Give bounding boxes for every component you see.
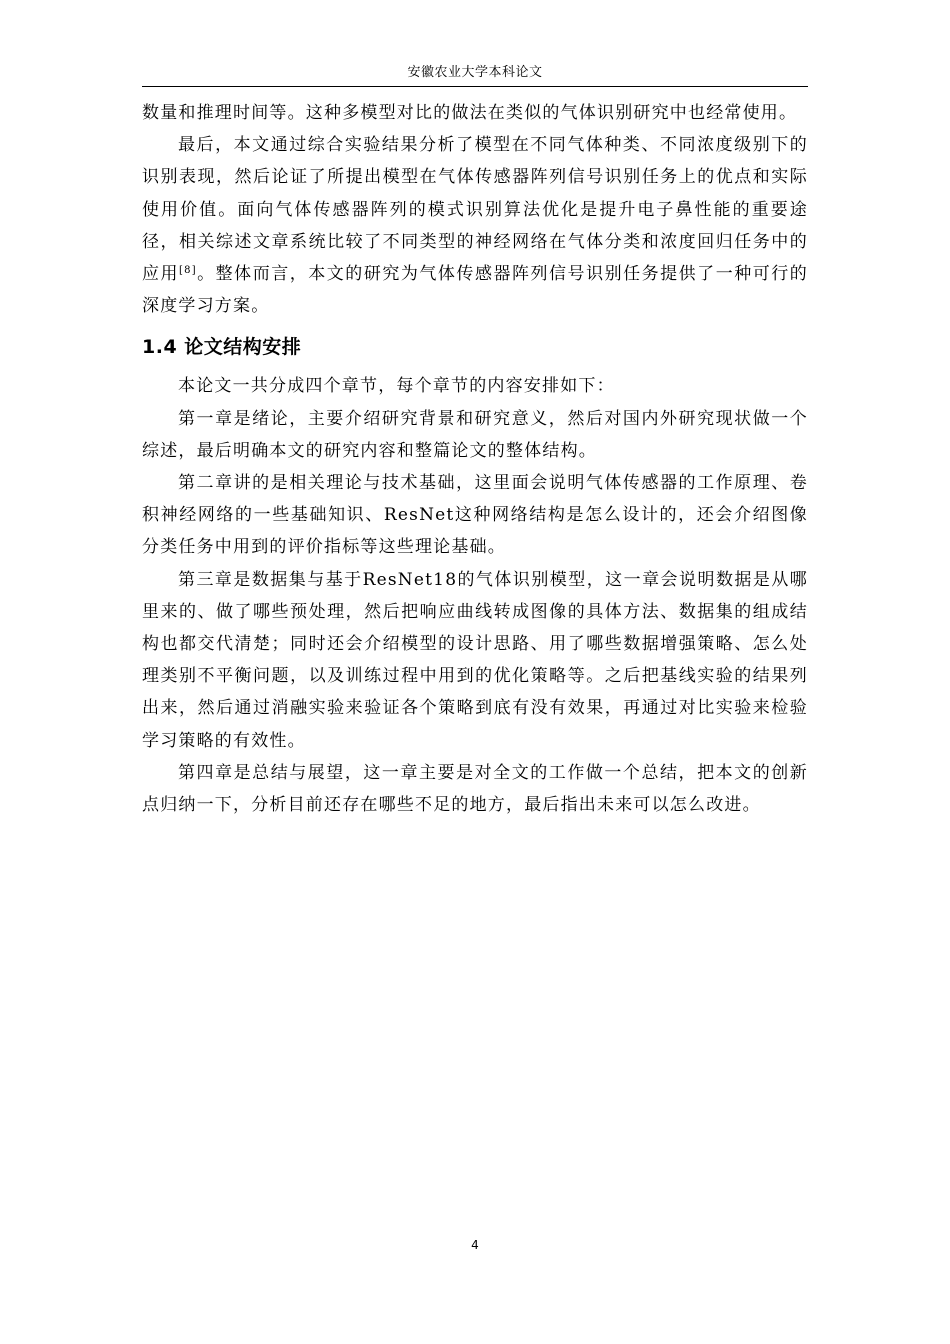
paragraph-intro: 本论文一共分成四个章节，每个章节的内容安排如下： <box>178 376 615 397</box>
section-heading: 1.4 论文结构安排 <box>142 336 302 359</box>
paragraph-chapter-4: 第四章是总结与展望，这一章主要是对全文的工作做一个总结，把本文的创新点归纳一下，分析目前还存在哪些不足的地方，最后指出未来可以怎么改进。 <box>142 762 808 816</box>
paragraph-summary-text: 最后，本文通过综合实验结果分析了模型在不同气体种类、不同浓度级别下的识别表现，然后论证了所提出模型在气体传感器阵列信号识别任务上的优点和实际使用价值。面向气体传感器阵列的模式识别算法优化是提升电子鼻性能的重要途径，相关综述文章系统比较了不同类型的神经网络在气体分类和浓度回归任务中的应用 <box>142 135 808 285</box>
page-number: 4 <box>471 1238 479 1252</box>
paragraph-continued: 数量和推理时间等。这种多模型对比的做法在类似的气体识别研究中也经常使用。 <box>142 103 798 123</box>
citation-ref: [8] <box>179 265 197 277</box>
paragraph-chapter-1: 第一章是绪论，主要介绍研究背景和研究意义，然后对国内外研究现状做一个综述，最后明确本文的研究内容和整篇论文的整体结构。 <box>142 408 808 461</box>
paragraph-chapter-2: 第二章讲的是相关理论与技术基础，这里面会说明气体传感器的工作原理、卷积神经网络的一些基础知识、ResNet这种网络结构是怎么设计的，还会介绍图像分类任务中用到的评价指标等这些理论基础。 <box>142 473 808 558</box>
header-rule <box>142 86 808 87</box>
paragraph-summary <box>142 129 808 322</box>
paragraph-summary-text-end: 。整体而言，本文的研究为气体传感器阵列信号识别任务提供了一种可行的深度学习方案。 <box>142 264 808 317</box>
paragraph-chapter-3: 第三章是数据集与基于ResNet18的气体识别模型，这一章会说明数据是从哪里来的、做了哪些预处理，然后把响应曲线转成图像的具体方法、数据集的组成结构也都交代清楚；同时还会介绍模型的设计思路、用了哪些数据增强策略、怎么处理类别不平衡问题，以及训练过程中用到的优化策略等。之后把基线实验的结果列出来，然后通过消融实验来验证各个策略到底有没有效果，再通过对比实验来检验学习策略的有效性。 <box>142 569 808 751</box>
running-header: 安徽农业大学本科论文 <box>407 65 543 80</box>
page-body <box>142 97 808 821</box>
